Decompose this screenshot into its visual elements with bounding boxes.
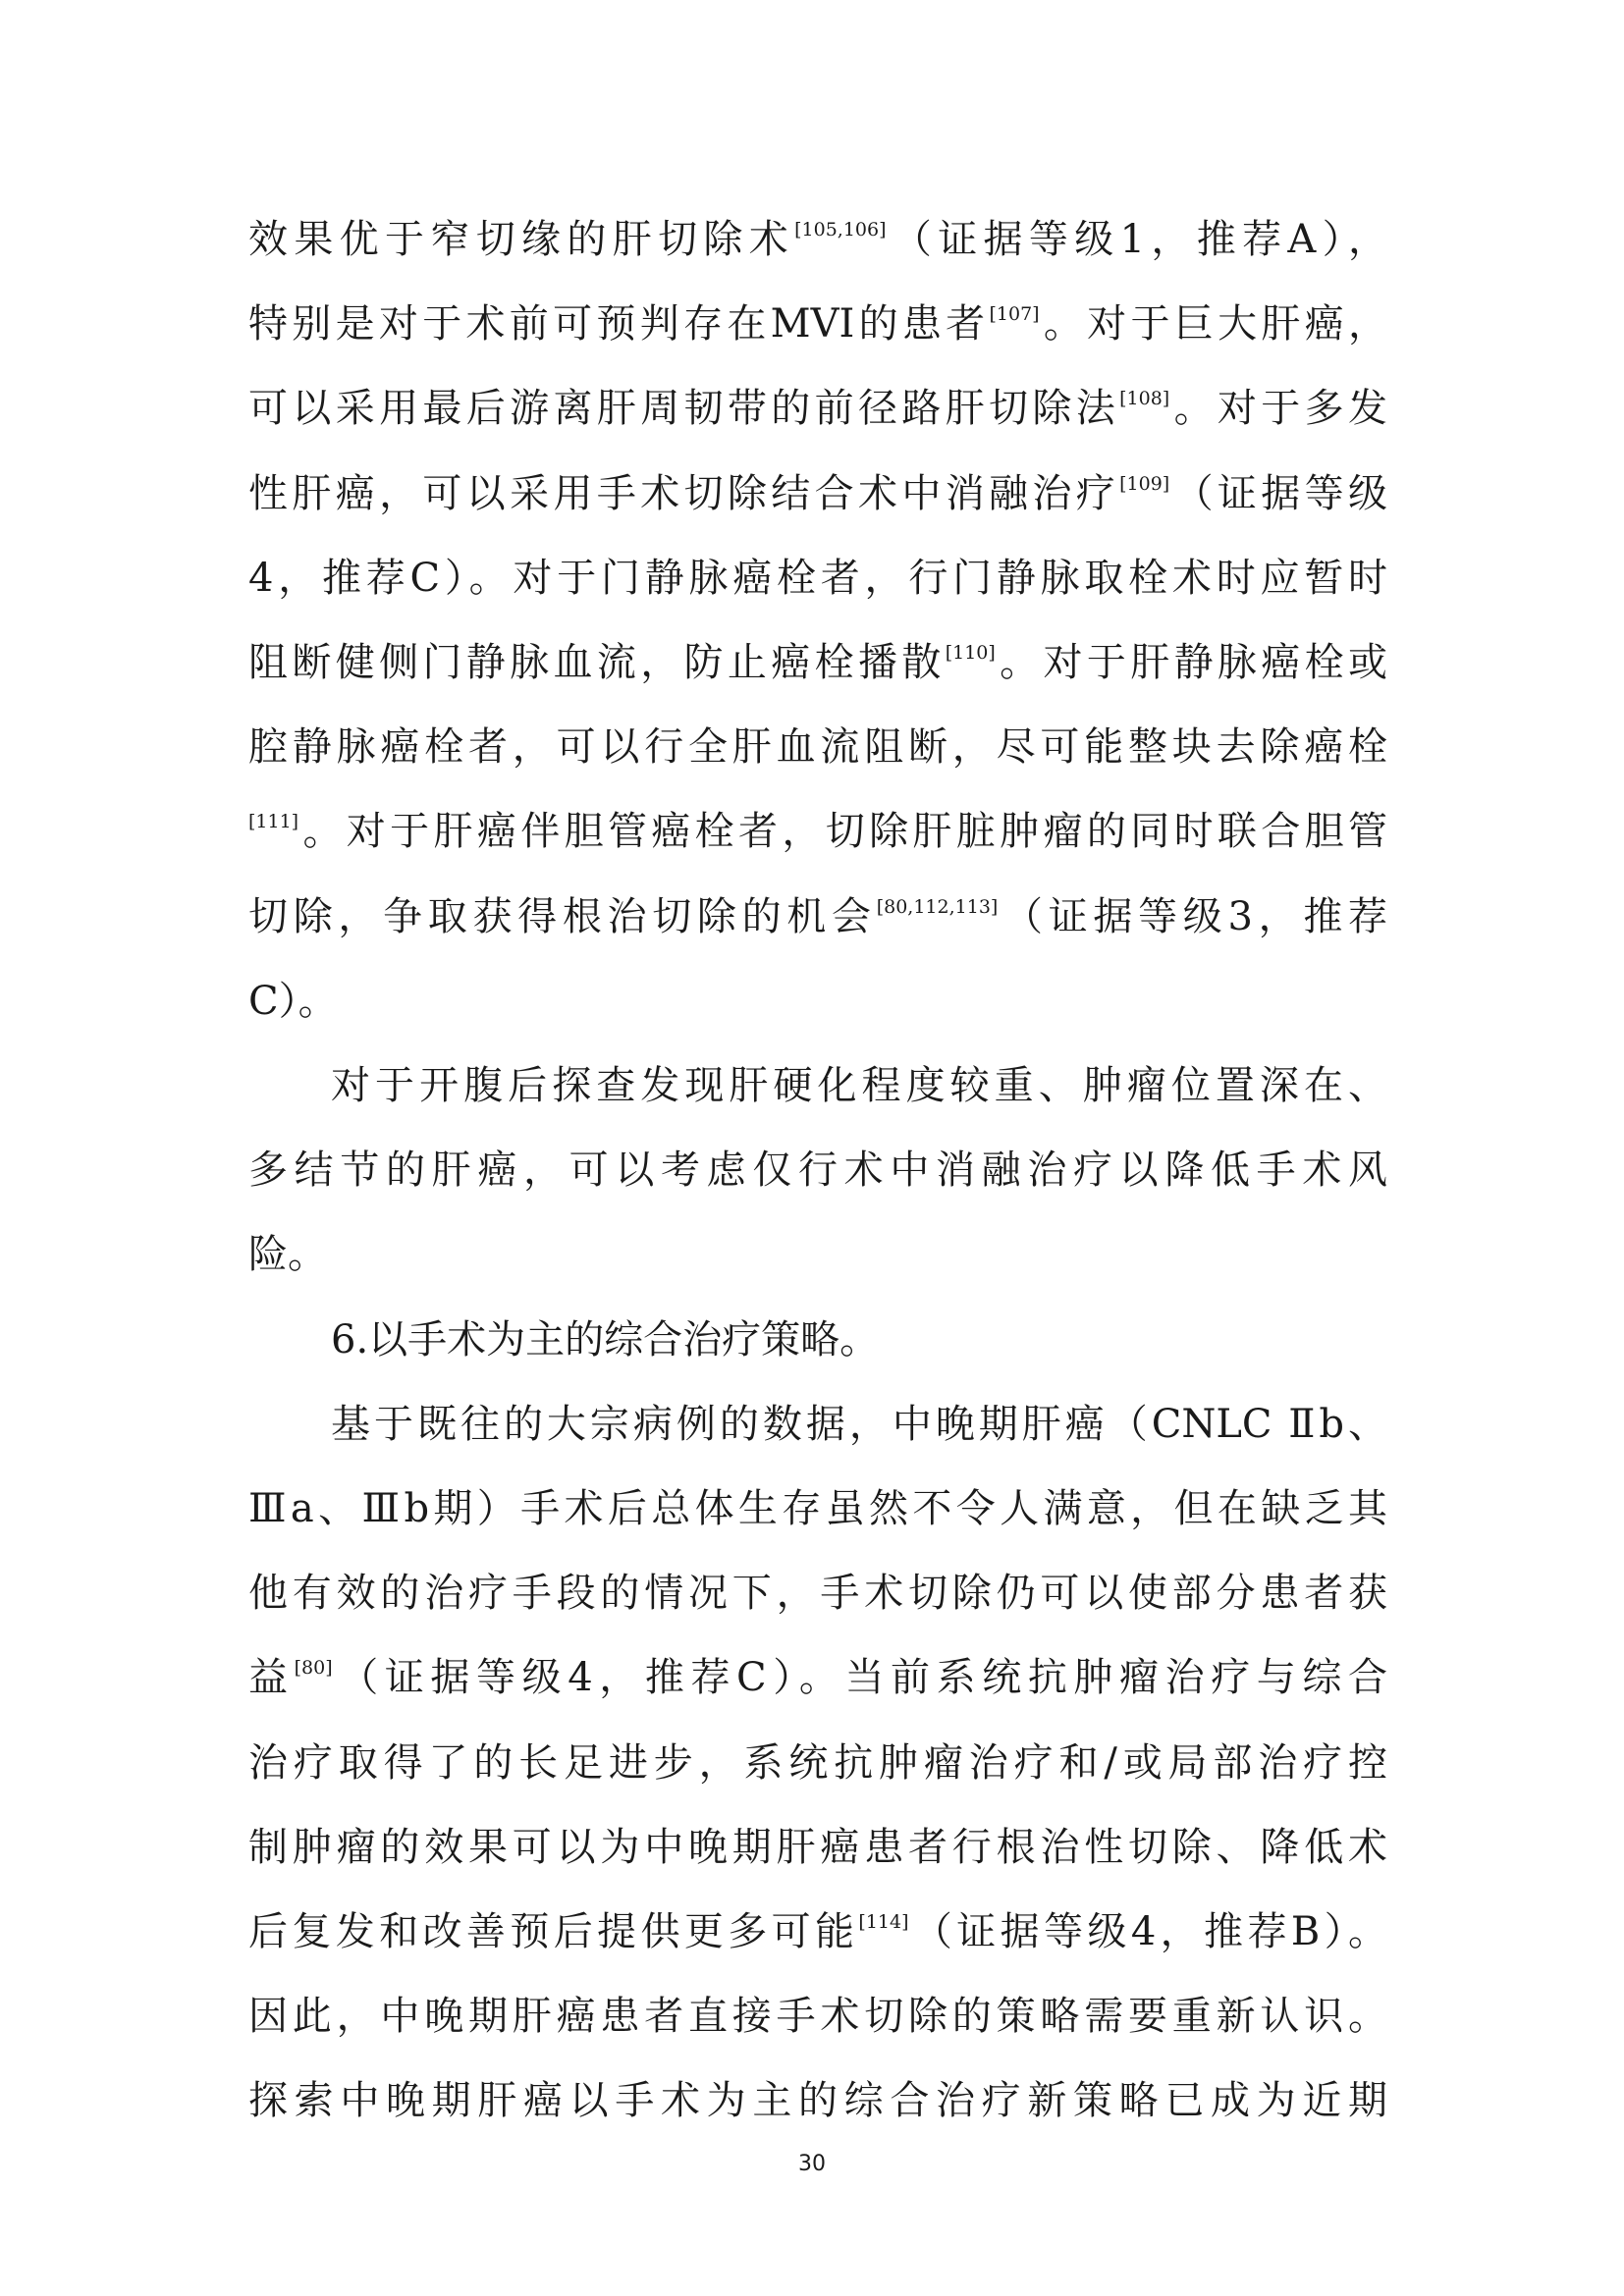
text-segment: 效果优于窄切缘的肝切除术 bbox=[248, 217, 795, 262]
text-segment: 。对于肝癌伴胆管癌栓者，切除肝脏肿瘤的同时联合胆管 bbox=[298, 809, 1387, 855]
text-line bbox=[248, 294, 1387, 353]
text-segment: 4，推荐C）。对于门静脉癌栓者，行门静脉取栓术时应暂时 bbox=[248, 555, 1387, 601]
text-segment: 。对于巨大肝癌， bbox=[1039, 301, 1387, 347]
text-line bbox=[248, 887, 1387, 946]
text-segment: 。对于肝静脉癌栓或 bbox=[995, 640, 1387, 685]
text-line bbox=[248, 1648, 1387, 1707]
text-segment: 6.以手术为主的综合治疗策略。 bbox=[331, 1316, 880, 1362]
text-segment: （证据等级4，推荐B）。 bbox=[908, 1909, 1387, 1954]
text-segment: （证据等级3，推荐 bbox=[998, 893, 1387, 939]
text-line bbox=[248, 718, 1387, 776]
text-segment: 险。 bbox=[248, 1232, 327, 1278]
citation-ref: [105,106] bbox=[794, 219, 887, 240]
text-segment: （证据等级4，推荐C）。当前系统抗肿瘤治疗与综合 bbox=[332, 1655, 1387, 1701]
text-segment: 阻断健侧门静脉血流，防止癌栓播散 bbox=[248, 640, 946, 685]
text-segment: 后复发和改善预后提供更多可能 bbox=[248, 1909, 859, 1954]
text-line bbox=[248, 972, 1387, 1031]
text-segment: 他有效的治疗手段的情况下，手术切除仍可以使部分患者获 bbox=[248, 1571, 1387, 1617]
text-line bbox=[248, 464, 1387, 523]
citation-ref: [114] bbox=[858, 1911, 909, 1933]
citation-ref: [111] bbox=[248, 811, 299, 833]
text-segment: 探索中晚期肝癌以手术为主的综合治疗新策略已成为近期 bbox=[248, 2078, 1387, 2124]
text-line bbox=[248, 379, 1387, 438]
text-segment: 切除，争取获得根治切除的机会 bbox=[248, 893, 877, 939]
text-line bbox=[248, 1141, 1387, 1200]
text-line bbox=[248, 210, 1387, 269]
text-segment: 性肝癌，可以采用手术切除结合术中消融治疗 bbox=[248, 470, 1120, 516]
text-segment: 腔静脉癌栓者，可以行全肝血流阻断，尽可能整块去除癌栓 bbox=[248, 724, 1387, 771]
citation-ref: [110] bbox=[945, 642, 996, 664]
text-segment: Ⅲa、Ⅲb期）手术后总体生存虽然不令人满意，但在缺乏其 bbox=[248, 1486, 1387, 1531]
text-segment: （证据等级1，推荐A）， bbox=[886, 217, 1387, 262]
citation-ref: [109] bbox=[1119, 472, 1170, 495]
text-line bbox=[331, 1395, 1387, 1454]
text-segment: 因此，中晚期肝癌患者直接手术切除的策略需要重新认识。 bbox=[248, 1994, 1387, 2040]
text-segment: 特别是对于术前可预判存在MVI的患者 bbox=[248, 301, 990, 347]
text-line bbox=[248, 1225, 1387, 1284]
text-line bbox=[248, 1818, 1387, 1877]
text-segment: 制肿瘤的效果可以为中晚期肝癌患者行根治性切除、降低术 bbox=[248, 1824, 1387, 1870]
citation-ref: [108] bbox=[1119, 388, 1170, 410]
text-line bbox=[248, 1987, 1387, 2046]
citation-ref: [107] bbox=[989, 303, 1040, 326]
text-segment: 益 bbox=[248, 1655, 295, 1701]
page-number: 30 bbox=[798, 2152, 826, 2176]
text-line bbox=[331, 1310, 1387, 1369]
text-line bbox=[248, 1479, 1387, 1538]
text-segment: 多结节的肝癌，可以考虑仅行术中消融治疗以降低手术风 bbox=[248, 1148, 1387, 1194]
citation-ref: [80] bbox=[294, 1657, 333, 1680]
text-segment: 。对于多发 bbox=[1169, 386, 1387, 432]
text-line bbox=[248, 633, 1387, 692]
text-segment: （证据等级 bbox=[1169, 470, 1387, 516]
text-segment: 基于既往的大宗病例的数据，中晚期肝癌（CNLC Ⅱb、 bbox=[331, 1401, 1387, 1447]
text-line bbox=[248, 2071, 1387, 2130]
text-segment: 可以采用最后游离肝周韧带的前径路肝切除法 bbox=[248, 386, 1120, 432]
text-line bbox=[248, 1564, 1387, 1623]
text-segment: 治疗取得了的长足进步，系统抗肿瘤治疗和/或局部治疗控 bbox=[248, 1739, 1387, 1786]
citation-ref: [80,112,113] bbox=[876, 895, 999, 918]
text-line bbox=[248, 802, 1387, 861]
text-segment: C）。 bbox=[248, 978, 338, 1024]
text-segment: 对于开腹后探查发现肝硬化程度较重、肿瘤位置深在、 bbox=[331, 1063, 1387, 1108]
text-line bbox=[248, 1902, 1387, 1961]
text-line bbox=[331, 1056, 1387, 1115]
text-line bbox=[248, 1734, 1387, 1792]
text-line bbox=[248, 549, 1387, 608]
